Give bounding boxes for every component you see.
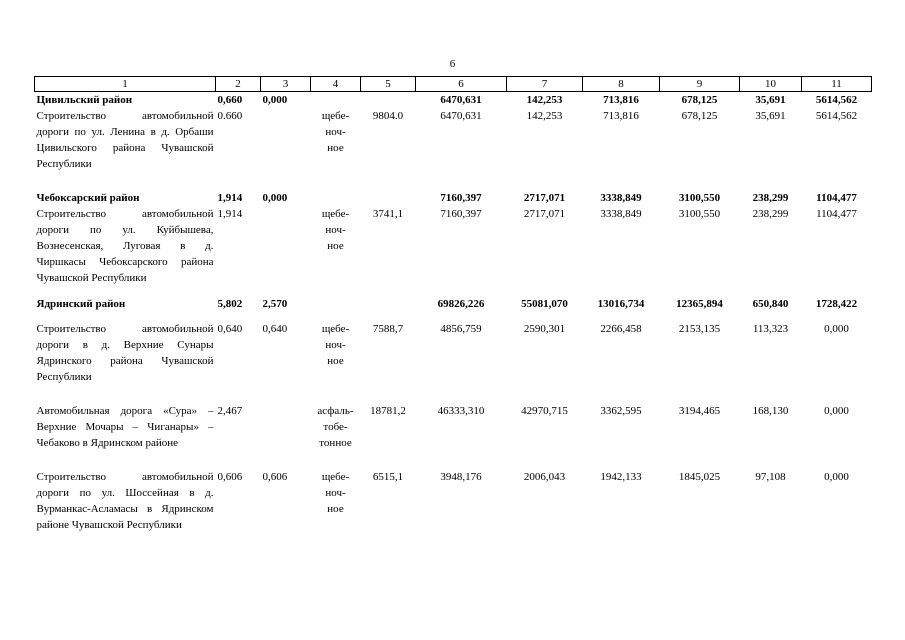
object-col9: 1845,025 — [678, 471, 721, 483]
object-col7: 142,253 — [526, 110, 563, 122]
object-name: Автомобильная дорога «Сура» – Верхние Мочары – Чиганары» – Чебаково в Ядринском районе — [36, 405, 214, 449]
column-header: 9 — [660, 77, 740, 92]
district-col10: 238,299 — [752, 192, 789, 204]
object-length-2: 0,640 — [262, 323, 288, 335]
object-col7: 42970,715 — [521, 405, 568, 417]
column-header: 10 — [740, 77, 802, 92]
table-row — [35, 403, 872, 451]
object-col10: 238,299 — [752, 208, 789, 220]
district-col10: 35,691 — [755, 94, 786, 106]
district-col11: 5614,562 — [815, 94, 858, 106]
object-name: Строительство автомобильной дороги в д. Верхние Сунары Ядринского района Чувашской Республики — [36, 323, 214, 383]
district-col8: 3338,849 — [600, 192, 642, 204]
district-col11: 1728,422 — [815, 298, 858, 310]
object-length: 2,467 — [217, 405, 243, 417]
object-area: 18781,2 — [370, 405, 406, 417]
object-area: 3741,1 — [372, 208, 404, 220]
object-name: Строительство автомобильной дороги по ул. Ленина в д. Орбаши Цивильского района Чувашской Республики — [36, 110, 214, 170]
district-row — [35, 190, 872, 206]
column-header: 1 — [35, 77, 216, 92]
object-total: 46333,310 — [437, 405, 485, 417]
district-col8: 13016,734 — [597, 298, 645, 310]
district-col8: 713,816 — [603, 94, 639, 106]
object-area: 6515,1 — [372, 471, 404, 483]
object-total: 7160,397 — [440, 208, 482, 220]
column-header: 3 — [261, 77, 311, 92]
spacer-row — [35, 451, 872, 469]
object-col11: 5614,562 — [815, 110, 858, 122]
object-surface: асфаль- тобе- тонное — [317, 405, 354, 449]
district-area — [361, 190, 416, 206]
object-col10: 168,130 — [752, 405, 789, 417]
page-number: 6 — [449, 58, 456, 70]
object-surface: щебе- ноч- ное — [321, 208, 350, 252]
object-col11: 0,000 — [824, 323, 849, 335]
object-total: 3948,176 — [440, 471, 482, 483]
column-header: 6 — [416, 77, 507, 92]
district-name: Чебоксарский район — [36, 192, 140, 204]
object-total: 6470,631 — [440, 110, 482, 122]
object-length-2 — [261, 206, 311, 286]
object-col11: 1104,477 — [816, 208, 857, 220]
column-header: 8 — [583, 77, 660, 92]
object-col10: 35,691 — [755, 110, 786, 122]
column-header: 7 — [507, 77, 583, 92]
object-col9: 3194,465 — [678, 405, 721, 417]
spacer-row — [35, 172, 872, 190]
table-row — [35, 321, 872, 385]
object-surface: щебе- ноч- ное — [321, 110, 350, 154]
object-col8: 1942,133 — [600, 471, 642, 483]
object-name: Строительство автомобильной дороги по ул. Куйбышева, Вознесенская, Луговая в д. Чиршкасы Чебоксарского района Чувашской Республики — [36, 208, 214, 284]
district-col9: 12365,894 — [676, 298, 723, 310]
district-col11: 1104,477 — [816, 192, 857, 204]
object-col7: 2590,301 — [523, 323, 566, 335]
object-length: 0.660 — [217, 110, 243, 122]
district-row — [35, 296, 872, 312]
object-col8: 2266,458 — [600, 323, 642, 335]
object-col8: 3362,595 — [600, 405, 642, 417]
object-col9: 678,125 — [681, 110, 718, 122]
object-length-2 — [261, 403, 311, 451]
object-col9: 3100,550 — [678, 208, 721, 220]
object-col7: 2006,043 — [523, 471, 566, 483]
spacer-row — [35, 312, 872, 321]
object-length: 0,606 — [217, 471, 243, 483]
district-col7: 2717,071 — [523, 192, 566, 204]
district-area — [361, 92, 416, 109]
object-col11: 0,000 — [824, 405, 849, 417]
district-length: 1,914 — [217, 192, 243, 204]
district-col7: 142,253 — [526, 94, 563, 106]
district-col7: 55081,070 — [521, 298, 568, 310]
object-surface: щебе- ноч- ное — [321, 471, 350, 515]
district-surface — [311, 296, 361, 312]
object-col9: 2153,135 — [678, 323, 721, 335]
district-total: 69826,226 — [437, 298, 485, 310]
district-length-2: 2,570 — [262, 298, 288, 310]
object-total: 4856,759 — [440, 323, 482, 335]
object-col8: 713,816 — [603, 110, 639, 122]
district-col10: 650,840 — [752, 298, 789, 310]
district-surface — [311, 190, 361, 206]
object-col10: 113,323 — [752, 323, 789, 335]
district-length: 0,660 — [217, 94, 243, 106]
district-row — [35, 92, 872, 109]
object-col11: 0,000 — [824, 471, 849, 483]
district-length-2: 0,000 — [262, 94, 288, 106]
spacer-row — [35, 286, 872, 296]
spacer-row — [35, 385, 872, 403]
object-col8: 3338,849 — [600, 208, 642, 220]
object-surface: щебе- ноч- ное — [321, 323, 350, 367]
object-length: 1,914 — [217, 208, 243, 220]
district-col9: 678,125 — [681, 94, 718, 106]
column-header: 4 — [311, 77, 361, 92]
object-col10: 97,108 — [755, 471, 786, 483]
district-surface — [311, 92, 361, 109]
district-col9: 3100,550 — [678, 192, 721, 204]
district-area — [361, 296, 416, 312]
table-header-row — [35, 77, 872, 92]
district-total: 6470,631 — [440, 94, 482, 106]
district-name: Цивильский район — [36, 94, 133, 106]
district-total: 7160,397 — [440, 192, 482, 204]
object-length: 0,640 — [217, 323, 243, 335]
object-area: 9804.0 — [372, 110, 404, 122]
object-col7: 2717,071 — [523, 208, 566, 220]
district-length-2: 0,000 — [262, 192, 288, 204]
district-length: 5,802 — [217, 298, 243, 310]
object-length-2: 0,606 — [262, 471, 288, 483]
column-header: 11 — [802, 77, 872, 92]
district-name: Ядринский район — [36, 298, 126, 310]
object-area: 7588,7 — [372, 323, 404, 335]
table-row — [35, 108, 872, 172]
table-row — [35, 206, 872, 286]
object-name: Строительство автомобильной дороги по ул. Шоссейная в д. Вурманкас-Асламасы в Ядринском районе Чувашской Республики — [36, 471, 214, 531]
column-header: 5 — [361, 77, 416, 92]
table-row — [35, 469, 872, 533]
object-length-2 — [261, 108, 311, 172]
column-header: 2 — [216, 77, 261, 92]
road-construction-table — [34, 76, 872, 533]
